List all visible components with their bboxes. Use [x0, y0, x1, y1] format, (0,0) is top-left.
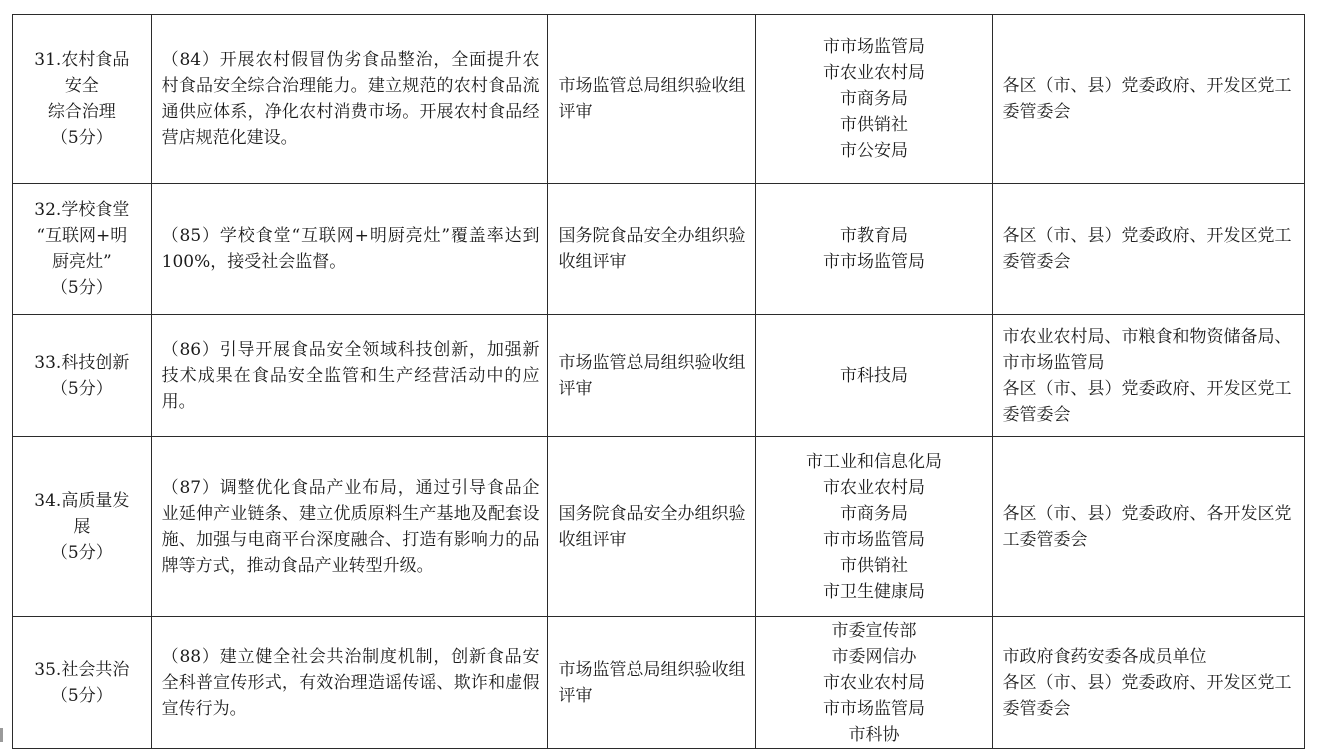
content-text: （86）引导开展食品安全领域科技创新，加强新技术成果在食品安全监管和生产经营活动中的应用。 — [161, 339, 540, 412]
lead-units-cell — [756, 617, 992, 749]
content-cell — [151, 437, 548, 617]
lead-unit: 市农业农村局 — [822, 63, 925, 83]
item-name-line: 厨亮灶” — [51, 252, 112, 272]
assessment-table — [12, 14, 1305, 749]
lead-unit: 市农业农村局 — [822, 672, 925, 693]
evaluation-cell — [548, 15, 756, 184]
evaluation-cell — [548, 315, 756, 437]
responsible-unit: 市农业农村局、市粮食和物资储备局、市市场监管局 — [1002, 326, 1292, 373]
content-text: （88）建立健全社会共治制度机制，创新食品安全科普宣传形式，有效治理造谣传谣、欺诈和虚假宣传行为。 — [161, 646, 540, 719]
item-name-line: 32.学校食堂 — [34, 200, 130, 220]
lead-unit: 市科协 — [848, 724, 900, 745]
item-score: （5分） — [50, 378, 113, 399]
item-name-line: 35.社会共治 — [34, 659, 130, 680]
item-score: （5分） — [50, 128, 113, 148]
responsible-cell — [992, 184, 1304, 315]
item-cell — [13, 437, 152, 617]
lead-unit: 市卫生健康局 — [822, 581, 925, 602]
evaluation-text: 市场监管总局组织验收组评审 — [558, 76, 746, 122]
item-name-line: 综合治理 — [47, 102, 116, 122]
lead-unit: 市农业农村局 — [822, 477, 925, 498]
content-cell — [151, 184, 548, 315]
lead-unit: 市市场监管局 — [822, 37, 925, 57]
lead-unit: 市商务局 — [839, 89, 908, 109]
content-text: （85）学校食堂“互联网+明厨亮灶”覆盖率达到100%，接受社会监督。 — [161, 226, 540, 272]
responsible-cell — [992, 437, 1304, 617]
scan-edge-mark — [0, 728, 3, 742]
responsible-cell — [992, 617, 1304, 749]
item-name-line: “互联网+明 — [36, 226, 128, 246]
item-cell — [13, 617, 152, 749]
evaluation-text: 国务院食品安全办组织验收组评审 — [558, 226, 746, 272]
table-row — [13, 315, 1305, 437]
responsible-cell — [992, 315, 1304, 437]
item-name-line: 安全 — [64, 76, 99, 96]
item-cell — [13, 184, 152, 315]
item-name-line: 展 — [73, 516, 91, 537]
responsible-unit: 各区（市、县）党委政府、开发区党工委管委会 — [1002, 672, 1292, 719]
table-row — [13, 617, 1305, 749]
lead-unit: 市供销社 — [839, 555, 908, 576]
lead-units-cell — [756, 15, 992, 184]
lead-unit: 市市场监管局 — [822, 252, 925, 272]
evaluation-cell — [548, 437, 756, 617]
content-cell — [151, 617, 548, 749]
lead-unit: 市商务局 — [839, 503, 908, 524]
evaluation-text: 市场监管总局组织验收组评审 — [558, 352, 746, 399]
item-score: （5分） — [50, 685, 113, 706]
lead-unit: 市公安局 — [839, 141, 908, 161]
item-score: （5分） — [50, 278, 113, 298]
evaluation-text: 国务院食品安全办组织验收组评审 — [558, 503, 746, 550]
lead-unit: 市工业和信息化局 — [805, 451, 942, 472]
lead-unit: 市科技局 — [839, 365, 908, 386]
lead-unit: 市委宣传部 — [831, 620, 917, 641]
lead-unit: 市委网信办 — [831, 646, 917, 667]
content-text: （84）开展农村假冒伪劣食品整治，全面提升农村食品安全综合治理能力。建立规范的农村食品流通供应体系，净化农村消费市场。开展农村食品经营店规范化建设。 — [161, 50, 540, 148]
item-cell — [13, 315, 152, 437]
table-row — [13, 437, 1305, 617]
evaluation-cell — [548, 184, 756, 315]
lead-unit: 市市场监管局 — [822, 529, 925, 550]
item-cell — [13, 15, 152, 184]
content-cell — [151, 15, 548, 184]
item-score: （5分） — [50, 542, 113, 563]
evaluation-cell — [548, 617, 756, 749]
lead-unit: 市供销社 — [839, 115, 908, 135]
content-cell — [151, 315, 548, 437]
table-row — [13, 15, 1305, 184]
lead-units-cell — [756, 437, 992, 617]
lead-unit: 市市场监管局 — [822, 698, 925, 719]
responsible-unit: 各区（市、县）党委政府、开发区党工委管委会 — [1002, 378, 1292, 425]
item-name-line: 34.高质量发 — [34, 490, 130, 511]
responsible-unit: 各区（市、县）党委政府、开发区党工委管委会 — [1002, 226, 1292, 272]
content-text: （87）调整优化食品产业布局，通过引导食品企业延伸产业链条、建立优质原料生产基地及配套设施、加强与电商平台深度融合、打造有影响力的品牌等方式，推动食品产业转型升级。 — [161, 477, 540, 576]
responsible-cell — [992, 15, 1304, 184]
responsible-unit: 各区（市、县）党委政府、各开发区党工委管委会 — [1002, 503, 1292, 550]
lead-units-cell — [756, 184, 992, 315]
table-row — [13, 184, 1305, 315]
responsible-unit: 市政府食药安委各成员单位 — [1002, 646, 1207, 667]
lead-unit: 市教育局 — [839, 226, 908, 246]
item-name-line: 33.科技创新 — [34, 352, 130, 373]
lead-units-cell — [756, 315, 992, 437]
evaluation-text: 市场监管总局组织验收组评审 — [558, 659, 746, 706]
item-name-line: 31.农村食品 — [34, 50, 130, 70]
responsible-unit: 各区（市、县）党委政府、开发区党工委管委会 — [1002, 76, 1292, 122]
